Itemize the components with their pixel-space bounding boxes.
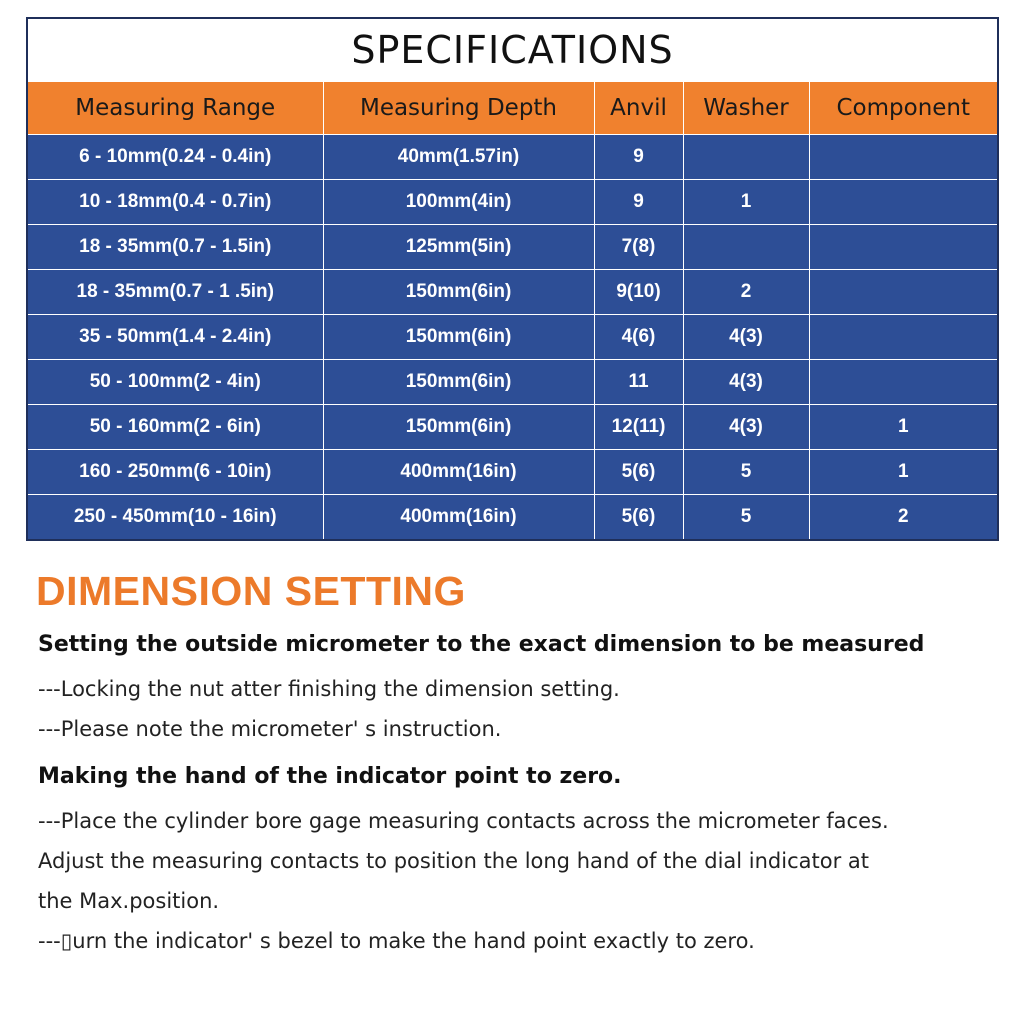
cell-measuring-depth: 100mm(4in) (323, 180, 594, 225)
cell-anvil: 9 (594, 180, 683, 225)
cell-washer: 5 (683, 495, 809, 541)
table-row (27, 405, 998, 450)
cell-component: 2 (809, 495, 998, 541)
cell-measuring-depth: 125mm(5in) (323, 225, 594, 270)
cell-measuring-depth: 150mm(6in) (323, 315, 594, 360)
cell-measuring-range: 35 - 50mm(1.4 - 2.4in) (27, 315, 323, 360)
specifications-title: SPECIFICATIONS (27, 18, 998, 82)
instruction-line: ---Locking the nut atter finishing the dimension setting. (38, 677, 620, 701)
cell-component (809, 360, 998, 405)
table-row (27, 495, 998, 541)
cell-measuring-range: 10 - 18mm(0.4 - 0.7in) (27, 180, 323, 225)
cell-measuring-range: 18 - 35mm(0.7 - 1.5in) (27, 225, 323, 270)
table-row (27, 180, 998, 225)
table-row (27, 450, 998, 495)
cell-anvil: 5(6) (594, 495, 683, 541)
cell-washer: 5 (683, 450, 809, 495)
cell-measuring-depth: 150mm(6in) (323, 405, 594, 450)
cell-component (809, 270, 998, 315)
cell-washer: 4(3) (683, 360, 809, 405)
specifications-table (26, 17, 999, 541)
cell-measuring-range: 18 - 35mm(0.7 - 1 .5in) (27, 270, 323, 315)
cell-component (809, 315, 998, 360)
cell-component (809, 180, 998, 225)
table-row (27, 360, 998, 405)
cell-component: 1 (809, 450, 998, 495)
cell-washer: 1 (683, 180, 809, 225)
instruction-line: the Max.position. (38, 889, 220, 913)
cell-washer (683, 135, 809, 180)
cell-washer: 4(3) (683, 405, 809, 450)
cell-measuring-range: 250 - 450mm(10 - 16in) (27, 495, 323, 541)
header-measuring-depth: Measuring Depth (323, 82, 594, 135)
header-component: Component (809, 82, 998, 135)
cell-measuring-range: 6 - 10mm(0.24 - 0.4in) (27, 135, 323, 180)
table-row (27, 135, 998, 180)
header-measuring-range: Measuring Range (27, 82, 323, 135)
cell-anvil: 9(10) (594, 270, 683, 315)
table-row (27, 315, 998, 360)
cell-measuring-depth: 40mm(1.57in) (323, 135, 594, 180)
cell-measuring-depth: 400mm(16in) (323, 495, 594, 541)
header-anvil: Anvil (594, 82, 683, 135)
cell-measuring-range: 50 - 100mm(2 - 4in) (27, 360, 323, 405)
cell-anvil: 11 (594, 360, 683, 405)
cell-anvil: 5(6) (594, 450, 683, 495)
cell-anvil: 9 (594, 135, 683, 180)
cell-measuring-depth: 150mm(6in) (323, 360, 594, 405)
instruction-line: ---Place the cylinder bore gage measuring contacts across the micrometer faces. (38, 809, 889, 833)
cell-anvil: 4(6) (594, 315, 683, 360)
cell-washer (683, 225, 809, 270)
table-row (27, 270, 998, 315)
cell-measuring-range: 160 - 250mm(6 - 10in) (27, 450, 323, 495)
cell-measuring-range: 50 - 160mm(2 - 6in) (27, 405, 323, 450)
cell-component: 1 (809, 405, 998, 450)
cell-component (809, 135, 998, 180)
instruction-line: ---▯urn the indicator' s bezel to make the hand point exactly to zero. (38, 929, 755, 953)
cell-anvil: 7(8) (594, 225, 683, 270)
table-row (27, 225, 998, 270)
instruction-line: Adjust the measuring contacts to position the long hand of the dial indicator at (38, 849, 869, 873)
cell-washer: 4(3) (683, 315, 809, 360)
setting-micrometer-heading: Setting the outside micrometer to the exact dimension to be measured (38, 632, 925, 657)
cell-anvil: 12(11) (594, 405, 683, 450)
instruction-line: ---Please note the micrometer' s instruction. (38, 717, 502, 741)
cell-washer: 2 (683, 270, 809, 315)
cell-measuring-depth: 150mm(6in) (323, 270, 594, 315)
dimension-setting-title: DIMENSION SETTING (36, 568, 466, 614)
indicator-zero-heading: Making the hand of the indicator point to zero. (38, 764, 622, 789)
cell-measuring-depth: 400mm(16in) (323, 450, 594, 495)
header-washer: Washer (683, 82, 809, 135)
cell-component (809, 225, 998, 270)
table-header-row (27, 82, 998, 135)
